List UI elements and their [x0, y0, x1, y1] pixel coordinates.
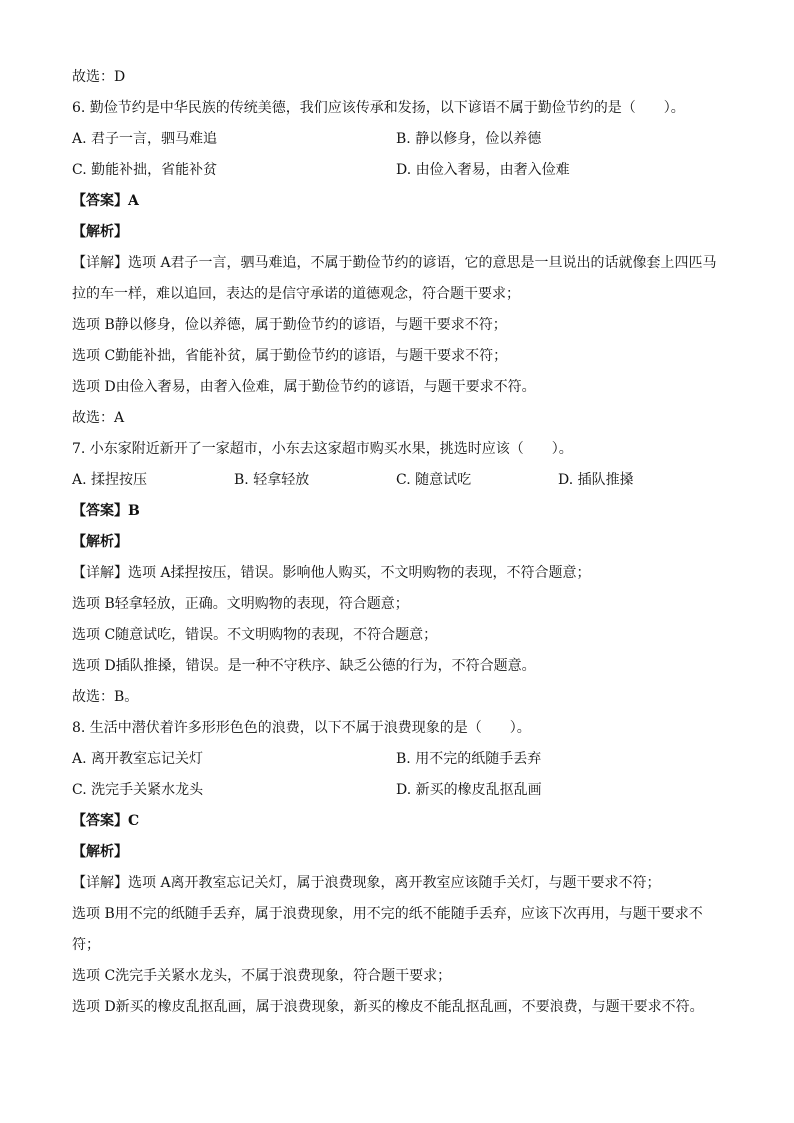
- option-c: C. 洗完手关紧水龙头: [72, 782, 204, 798]
- document-page: [72, 62, 732, 1023]
- previous-conclusion: 故选：D: [72, 69, 126, 85]
- answer-label: 【答案】A: [72, 193, 139, 209]
- question-stem: 7. 小东家附近新开了一家超市，小东去这家超市购买水果，挑选时应该（ ）。: [72, 441, 573, 457]
- option-c: C. 随意试吃: [396, 472, 472, 488]
- options-row: [72, 744, 732, 775]
- conclusion: 故选：A: [72, 410, 125, 426]
- detail-line: 符；: [72, 937, 100, 953]
- conclusion: 故选：B。: [72, 689, 139, 705]
- option-a: A. 君子一言，驷马难追: [72, 131, 218, 147]
- detail-line: 选项 D由俭入奢易，由奢入俭难，属于勤俭节约的谚语，与题干要求不符。: [72, 379, 536, 395]
- detail-line: 【详解】选项 A君子一言，驷马难追，不属于勤俭节约的谚语，它的意思是一旦说出的话就像套上四匹马: [72, 255, 717, 271]
- detail-line: 【详解】选项 A揉捏按压，错误。影响他人购买，不文明购物的表现，不符合题意；: [72, 565, 591, 581]
- option-d: D. 插队推搡: [558, 472, 634, 488]
- detail-line: 选项 D新买的橡皮乱抠乱画，属于浪费现象，新买的橡皮不能乱抠乱画，不要浪费，与题干要求不符。: [72, 999, 704, 1015]
- detail-line: 选项 B用不完的纸随手丢弃，属于浪费现象，用不完的纸不能随手丢弃，应该下次再用，与题干要求不: [72, 906, 703, 922]
- analysis-title: 【解析】: [72, 534, 128, 550]
- option-a: A. 揉捏按压: [72, 472, 148, 488]
- option-b: B. 静以修身，俭以养德: [396, 131, 542, 147]
- answer-label: 【答案】B: [72, 503, 140, 519]
- option-b: B. 用不完的纸随手丢弃: [396, 751, 542, 767]
- analysis-title: 【解析】: [72, 844, 128, 860]
- question-6: [72, 93, 732, 434]
- option-d: D. 由俭入奢易，由奢入俭难: [396, 162, 570, 178]
- option-a: A. 离开教室忘记关灯: [72, 751, 204, 767]
- detail-line: 选项 B轻拿轻放，正确。文明购物的表现，符合题意；: [72, 596, 409, 612]
- option-c: C. 勤能补拙，省能补贫: [72, 162, 218, 178]
- detail-line: 拉的车一样，难以追回，表达的是信守承诺的道德观念，符合题干要求；: [72, 286, 520, 302]
- detail-line: 选项 D插队推搡，错误。是一种不守秩序、缺乏公德的行为，不符合题意。: [72, 658, 536, 674]
- options-row: [72, 775, 732, 806]
- question-stem: 6. 勤俭节约是中华民族的传统美德，我们应该传承和发扬，以下谚语不属于勤俭节约的是（ ）。: [72, 100, 685, 116]
- options-row: [72, 465, 732, 496]
- answer-label: 【答案】C: [72, 813, 140, 829]
- detail-line: 选项 C随意试吃，错误。不文明购物的表现，不符合题意；: [72, 627, 438, 643]
- detail-line: 【详解】选项 A离开教室忘记关灯，属于浪费现象，离开教室应该随手关灯，与题干要求不符；: [72, 875, 661, 891]
- detail-line: 选项 C洗完手关紧水龙头，不属于浪费现象，符合题干要求；: [72, 968, 452, 984]
- question-8: [72, 713, 732, 1023]
- detail-line: 选项 C勤能补拙，省能补贫，属于勤俭节约的谚语，与题干要求不符；: [72, 348, 508, 364]
- options-row: [72, 124, 732, 155]
- analysis-title: 【解析】: [72, 224, 128, 240]
- option-b: B. 轻拿轻放: [234, 472, 310, 488]
- detail-line: 选项 B静以修身，俭以养德，属于勤俭节约的谚语，与题干要求不符；: [72, 317, 507, 333]
- options-row: [72, 155, 732, 186]
- question-stem: 8. 生活中潜伏着许多形形色色的浪费，以下不属于浪费现象的是（ ）。: [72, 720, 531, 736]
- option-d: D. 新买的橡皮乱抠乱画: [396, 782, 542, 798]
- question-7: [72, 434, 732, 713]
